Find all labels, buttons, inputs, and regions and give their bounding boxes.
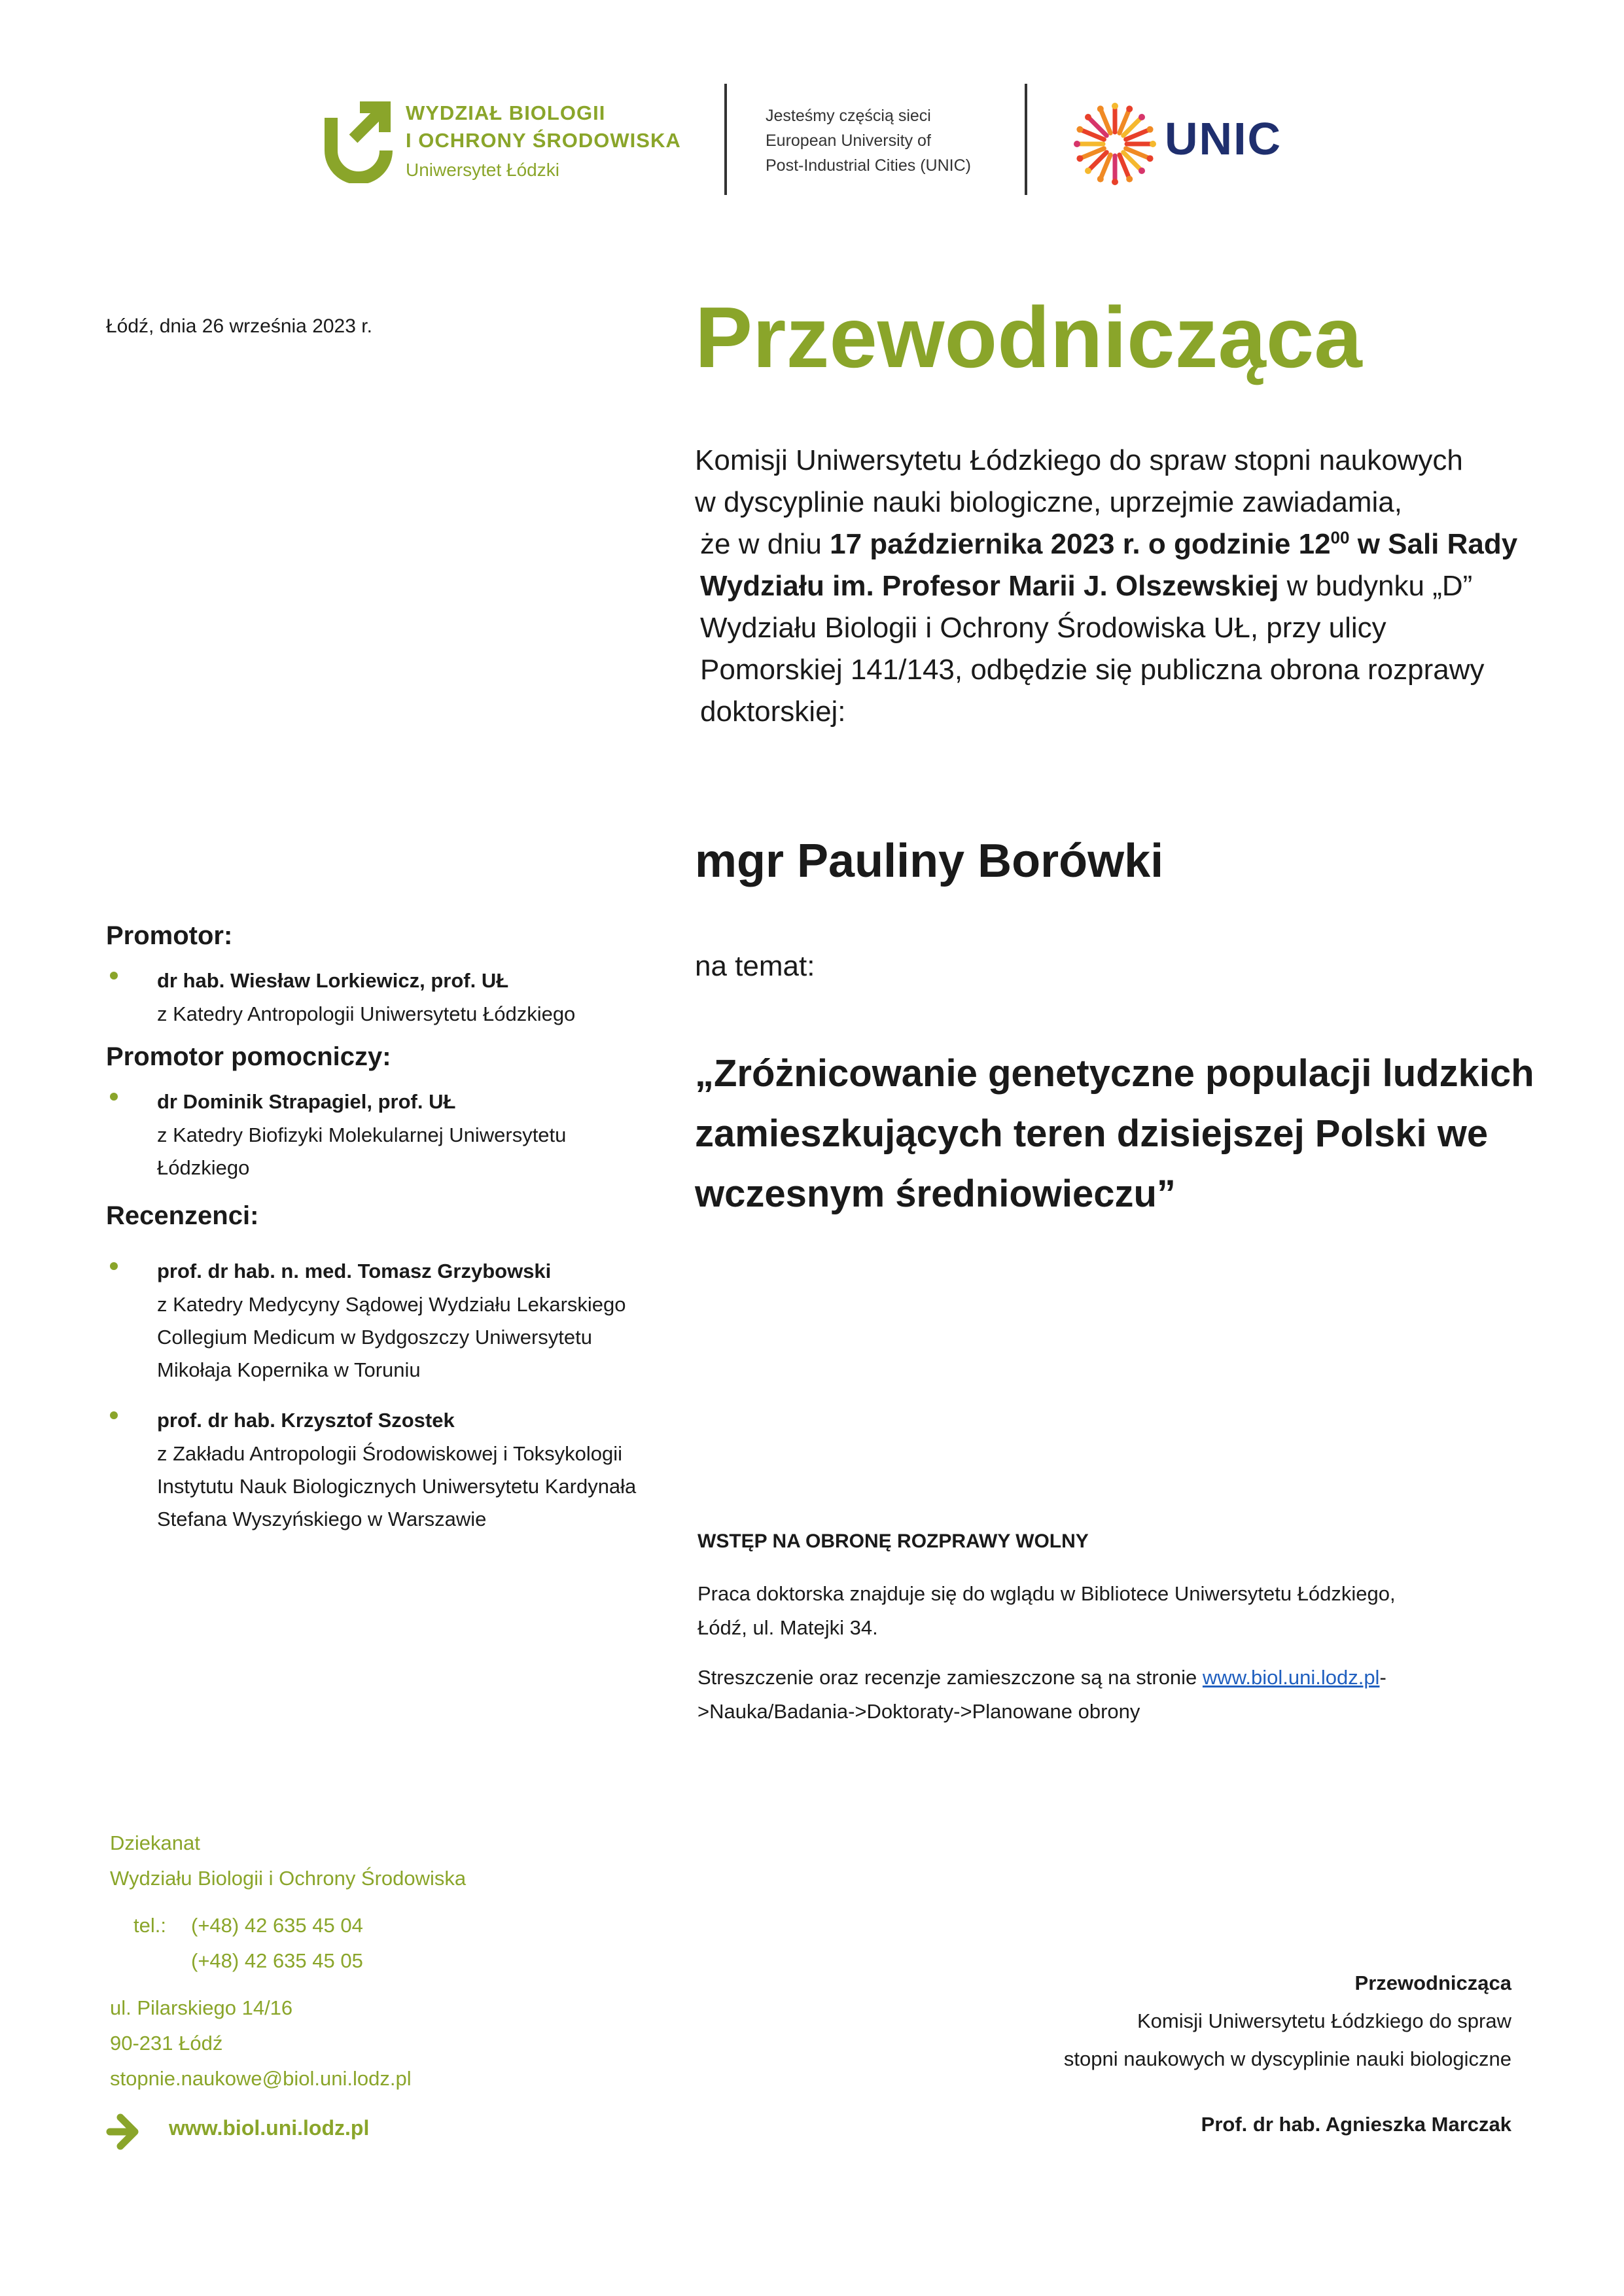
sunburst-dot <box>1139 114 1145 120</box>
letterhead <box>0 0 1624 236</box>
header-divider <box>1025 84 1027 195</box>
unic-sunburst-icon <box>1073 102 1157 186</box>
header-divider <box>724 84 727 195</box>
signature-block: Przewodnicząca Komisji Uniwersytetu Łódzkiego do spraw stopni naukowych w dyscyplinie nauki biologiczne Prof. dr hab. Agnieszka Marczak <box>851 1964 1511 2144</box>
sunburst-dot <box>1076 155 1083 162</box>
faculty-logo-icon <box>319 98 398 183</box>
phone-numbers: tel.: (+48) 42 635 45 04 <box>133 1914 363 1937</box>
thesis-availability-note: Praca doktorska znajduje się do wglądu w Bibliotece Uniwersytetu Łódzkiego, Łódź, ul. Matejki 34. <box>697 1582 1396 1639</box>
list-item: prof. dr hab. n. med. Tomasz Grzybowski z Katedry Medycyny Sądowej Wydziału Lekarskiego Collegium Medicum w Bydgoszczy Uniwersytetu Mikołaja Kopernika w Toruniu <box>106 1254 695 1386</box>
page-title: Przewodnicząca <box>695 289 1362 385</box>
thesis-title: „Zróżnicowanie genetyczne populacji ludzkich zamieszkujących teren dzisiejszej Polski we wczesnym średniowieczu” <box>695 1052 1534 1215</box>
logo-line-1: WYDZIAŁ BIOLOGII <box>406 101 606 124</box>
sunburst-dot <box>1112 179 1118 185</box>
email-link[interactable]: stopnie.naukowe@biol.uni.lodz.pl <box>110 2067 412 2090</box>
footer-contact: Dziekanat Wydziału Biologii i Ochrony Środowiska tel.: (+48) 42 635 45 04 (+48) 42 635 45 05 ul. Pilarskiego 14/16 90-231 Łódź stopnie.naukowe@biol.uni.lodz.pl <box>110 1826 466 2096</box>
promotor-pomocniczy-heading: Promotor pomocniczy: <box>106 1042 391 1071</box>
document-date: Łódź, dnia 26 września 2023 r. <box>106 315 372 337</box>
logo-line-3: Uniwersytet Łódzki <box>406 160 559 180</box>
list-item: dr hab. Wiesław Lorkiewicz, prof. UŁ z Katedry Antropologii Uniwersytetu Łódzkiego <box>106 964 695 1031</box>
bullet-icon <box>110 972 118 980</box>
unic-logo-text: UNIC <box>1165 113 1282 164</box>
recenzenci-heading: Recenzenci: <box>106 1201 259 1230</box>
free-entry-heading: WSTĘP NA OBRONĘ ROZPRAWY WOLNY <box>697 1530 1089 1552</box>
network-note: Jesteśmy częścią sieci European University of Post-Industrial Cities (UNIC) <box>766 107 971 175</box>
sunburst-dot <box>1147 126 1154 133</box>
sunburst-dot <box>1097 105 1104 112</box>
announcement-text: Komisji Uniwersytetu Łódzkiego do spraw stopni naukowych w dyscyplinie nauki biologiczne, uprzejmie zawiadamia, że w dniu 17 października 2023 r. o godzinie $12^{00}$ w Sali Rady Wydziału im. Profesor Marii J. Olszewskiej w budynku „D” Wydziału Biologii i Ochrony Środowiska UŁ, przy ulicy Pomorskiej 141/143, odbędzie się publiczna obrona rozprawy doktorskiej: <box>695 444 1518 728</box>
sunburst-dot <box>1126 105 1133 112</box>
sunburst-dot <box>1126 176 1133 183</box>
signatory-name: Prof. dr hab. Agnieszka Marczak <box>1201 2113 1511 2136</box>
bullet-icon <box>110 1262 118 1270</box>
faculty-logo-text <box>406 99 681 183</box>
candidate-name: mgr Pauliny Borówki <box>695 835 1164 887</box>
website-link[interactable]: www.biol.uni.lodz.pl <box>169 2116 370 2140</box>
topic-label: na temat: <box>695 950 815 982</box>
bullet-icon <box>110 1093 118 1101</box>
committee-list <box>106 921 695 1547</box>
sunburst-dot <box>1097 176 1104 183</box>
faculty-website-link[interactable]: www.biol.uni.lodz.pl <box>1202 1666 1380 1689</box>
summary-note: Streszczenie oraz recenzje zamieszczone są na stronie www.biol.uni.lodz.pl- >Nauka/Badania->Doktoraty->Planowane obrony <box>697 1666 1386 1723</box>
list-item: prof. dr hab. Krzysztof Szostek z Zakładu Antropologii Środowiskowej i Toksykologii Instytutu Nauk Biologicznych Uniwersytetu Kardynała Stefana Wyszyńskiego w Warszawie <box>106 1404 695 1536</box>
signatory-title: Przewodnicząca <box>1354 1971 1511 1994</box>
bullet-icon <box>110 1411 118 1419</box>
sunburst-dot <box>1112 103 1118 109</box>
defense-notes <box>697 1525 1496 1744</box>
sunburst-dot <box>1147 155 1154 162</box>
sunburst-dot <box>1150 141 1156 147</box>
arrow-right-icon <box>106 2112 145 2151</box>
sunburst-dot <box>1139 168 1145 174</box>
sunburst-dot <box>1085 168 1091 174</box>
list-item: dr Dominik Strapagiel, prof. UŁ z Katedry Biofizyki Molekularnej Uniwersytetu Łódzkiego <box>106 1085 695 1184</box>
promotor-heading: Promotor: <box>106 921 233 950</box>
sunburst-dot <box>1085 114 1091 120</box>
sunburst-dot <box>1076 126 1083 133</box>
logo-line-2: I OCHRONY ŚRODOWISKA <box>406 129 681 152</box>
sunburst-dot <box>1074 141 1080 147</box>
